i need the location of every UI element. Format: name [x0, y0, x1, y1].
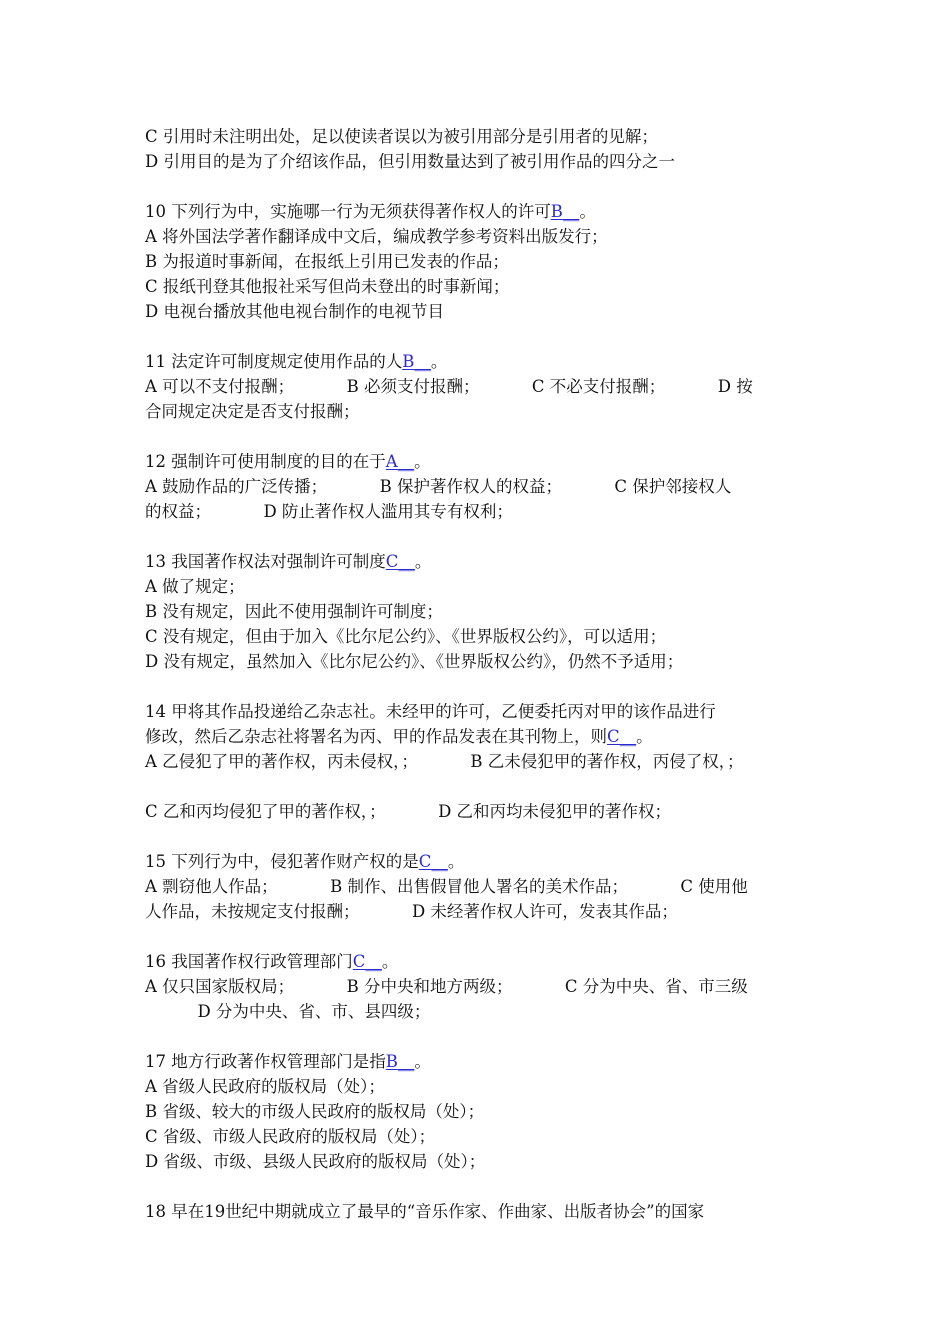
- question-11-stem: 11 法定许可制度规定使用作品的人B__。: [145, 352, 448, 371]
- answer-blank: A__: [385, 452, 415, 471]
- answer-blank: C__: [352, 952, 382, 971]
- answer-blank: B__: [385, 1052, 415, 1071]
- question-15-stem: 15 下列行为中，侵犯著作财产权的是C__。: [145, 852, 465, 871]
- answer-blank: C__: [607, 727, 637, 746]
- option-line: D 引用目的是为了介绍该作品，但引用数量达到了被引用作品的四分之一: [145, 152, 675, 171]
- option-line: C 省级、市级人民政府的版权局（处）；: [145, 1127, 436, 1146]
- option-line: A 鼓励作品的广泛传播； B 保护著作权人的权益； C 保护邻接权人: [145, 477, 732, 496]
- answer-blank: B__: [402, 352, 431, 371]
- option-line: 合同规定决定是否支付报酬；: [145, 402, 360, 421]
- option-line: A 省级人民政府的版权局（处）；: [145, 1077, 385, 1096]
- option-line: A 做了规定；: [145, 577, 245, 596]
- option-line: A 将外国法学著作翻译成中文后，编成教学参考资料出版发行；: [145, 227, 608, 246]
- option-line: D 没有规定，虽然加入《比尔尼公约》、《世界版权公约》，仍然不予适用；: [145, 652, 684, 671]
- question-18-stem: 18 早在19世纪中期就成立了最早的“音乐作家、作曲家、出版者协会”的国家: [145, 1202, 705, 1221]
- answer-blank: B__: [550, 202, 580, 221]
- question-13-stem: 13 我国著作权法对强制许可制度C__。: [145, 552, 432, 571]
- option-line: B 省级、较大的市级人民政府的版权局（处）；: [145, 1102, 485, 1121]
- option-line: A 乙侵犯了甲的著作权，丙未侵权，； B 乙未侵犯甲的著作权，丙侵了权，；: [145, 752, 744, 771]
- option-line: C 乙和丙均侵犯了甲的著作权，； D 乙和丙均未侵犯甲的著作权；: [145, 802, 672, 821]
- document-page: [145, 124, 815, 1224]
- option-line: D 省级、市级、县级人民政府的版权局（处）；: [145, 1152, 486, 1171]
- question-17-stem: 17 地方行政著作权管理部门是指B__。: [145, 1052, 431, 1071]
- question-12-stem: 12 强制许可使用制度的目的在于A__。: [145, 452, 431, 471]
- option-line: B 没有规定，因此不使用强制许可制度；: [145, 602, 443, 621]
- question-14-stem: 14 甲将其作品投递给乙杂志社。未经甲的许可，乙便委托丙对甲的该作品进行: [145, 702, 716, 721]
- option-line: C 引用时未注明出处，足以使读者误以为被引用部分是引用者的见解；: [145, 127, 658, 146]
- question-16-stem: 16 我国著作权行政管理部门C__。: [145, 952, 399, 971]
- question-14-stem-cont: 修改，然后乙杂志社将署名为丙、甲的作品发表在其刊物上，则C__。: [145, 727, 653, 746]
- option-line: A 可以不支付报酬； B 必须支付报酬； C 不必支付报酬； D 按: [145, 377, 753, 396]
- question-10-stem: 10 下列行为中，实施哪一行为无须获得著作权人的许可B__。: [145, 202, 596, 221]
- option-line: 人作品，未按规定支付报酬； D 未经著作权人许可，发表其作品；: [145, 902, 678, 921]
- option-line: B 为报道时事新闻，在报纸上引用已发表的作品；: [145, 252, 509, 271]
- option-line: D 电视台播放其他电视台制作的电视节目: [145, 302, 444, 321]
- option-line: A 剽窃他人作品； B 制作、出售假冒他人署名的美术作品； C 使用他: [145, 877, 748, 896]
- option-line: D 分为中央、省、市、县四级；: [145, 1002, 431, 1021]
- option-line: C 没有规定，但由于加入《比尔尼公约》、《世界版权公约》，可以适用；: [145, 627, 667, 646]
- option-line: C 报纸刊登其他报社采写但尚未登出的时事新闻；: [145, 277, 510, 296]
- option-line: A 仅只国家版权局； B 分中央和地方两级； C 分为中央、省、市三级: [145, 977, 748, 996]
- answer-blank: C__: [418, 852, 448, 871]
- option-line: 的权益； D 防止著作权人滥用其专有权利；: [145, 502, 513, 521]
- answer-blank: C__: [385, 552, 415, 571]
